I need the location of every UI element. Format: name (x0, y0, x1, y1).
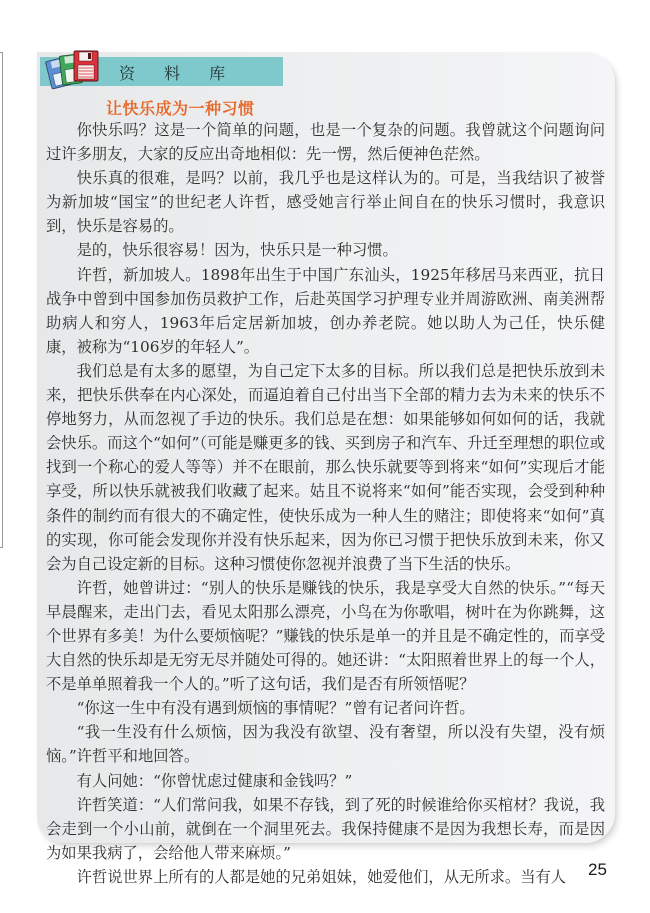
paragraph: 你快乐吗？这是一个简单的问题，也是一个复杂的问题。我曾就这个问题询问过许多朋友，大家的反应出奇地相似：先一愣，然后便神色茫然。 (46, 121, 605, 164)
paragraph: 有人问她：“你曾忧虑过健康和金钱吗？” (76, 771, 353, 790)
page-number: 25 (588, 860, 607, 879)
paragraph: 许哲说世界上所有的人都是她的兄弟姐妹，她爱他们，从无所求。当有人 (76, 867, 567, 886)
paragraph: 许哲，她曾讲过：“别人的快乐是赚钱的快乐，我是享受大自然的快乐。”“每天早晨醒来，走出门去，看见太阳那么漂亮，小鸟在为你歌唱，树叶在为你跳舞，这个世界有多美！为什么要烦恼呢？”赚钱的快乐是单一的并且是不确定性的，而享受大自然的快乐却是无穷无尽并随处可得的。她还讲：“太阳照着世界上的每一个人，不是单单照着我一个人的。”听了这句话，我们是否有所领悟呢？ (46, 578, 605, 694)
article-body (46, 118, 605, 889)
paragraph: 许哲，新加坡人。1898年出生于中国广东汕头，1925年移居马来西亚，抗日战争中曾到中国参加伤员救护工作，后赴英国学习护理专业并周游欧洲、南美洲帮助病人和穷人，1963年后定居新加坡，创办养老院。她以助人为己任，快乐健康，被称为“106岁的年轻人”。 (46, 265, 605, 356)
paragraph: 快乐真的很难，是吗？以前，我几乎也是这样认为的。可是，当我结识了被誉为新加坡“国宝”的世纪老人许哲，感受她言行举止间自在的快乐习惯时，我意识到，快乐是容易的。 (46, 169, 605, 236)
resource-panel (37, 52, 615, 886)
section-label: 资 料 库 (119, 64, 238, 83)
article-title: 让快乐成为一种习惯 (106, 99, 255, 118)
left-margin-rule (0, 52, 3, 548)
floppy-disks-icon (45, 49, 105, 91)
paragraph: 是的，快乐很容易！因为，快乐只是一种习惯。 (76, 241, 398, 260)
paragraph: 许哲笑道：“人们常问我，如果不存钱，到了死的时候谁给你买棺材？我说，我会走到一个小山前，就倒在一个洞里死去。我保持健康不是因为我想长寿，而是因为如果我病了，会给他人带来麻烦。” (46, 795, 605, 862)
paragraph: 我们总是有太多的愿望，为自己定下太多的目标。所以我们总是把快乐放到未来，把快乐供奉在内心深处，而逼迫着自己付出当下全部的精力去为未来的快乐不停地努力，从而忽视了手边的快乐。我们总是在想：如果能够如何如何的话，我就会快乐。而这个“如何”（可能是赚更多的钱、买到房子和汽车、升迁至理想的职位或找到一个称心的爱人等等）并不在眼前，那么快乐就要等到将来“如何”实现后才能享受，所以快乐就被我们收藏了起来。姑且不说将来“如何”能否实现，会受到种种条件的制约而有很大的不确定性，使快乐成为一种人生的赌注；即使将来“如何”真的实现，你可能会发现你并没有快乐起来，因为你已习惯于把快乐放到未来，你又会为自己设定新的目标。这种习惯使你忽视并浪费了当下生活的快乐。 (46, 361, 605, 573)
paragraph: “我一生没有什么烦恼，因为我没有欲望、没有奢望，所以没有失望，没有烦恼。”许哲平和地回答。 (46, 723, 605, 766)
paragraph: “你这一生中有没有遇到烦恼的事情呢？”曾有记者问许哲。 (76, 699, 475, 718)
